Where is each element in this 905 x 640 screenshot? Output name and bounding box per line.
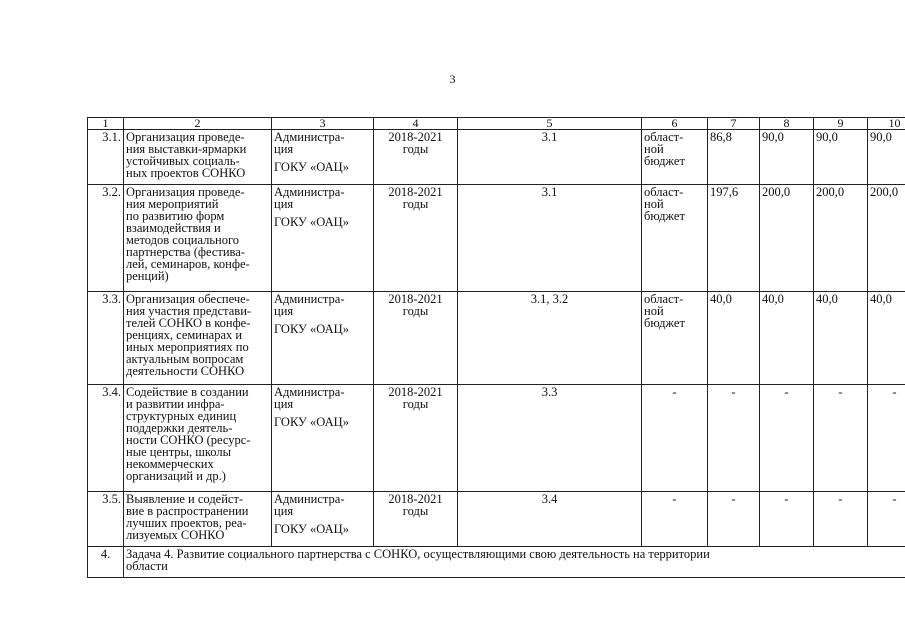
activity-name-line: Организация проведе- [126, 185, 245, 199]
task-number: 4. [88, 547, 124, 578]
column-number-8: 8 [760, 118, 814, 130]
period-line: 2018-2021 [388, 292, 443, 306]
activity-name-line: поддержки деятель- [126, 421, 233, 435]
column-number-7: 7 [708, 118, 760, 130]
column-number-2: 2 [124, 118, 272, 130]
executor-line: Администра- [274, 185, 345, 199]
task-row [88, 547, 905, 578]
executor-organization: ГОКУ «ОАЦ» [274, 522, 349, 536]
funding-source-line: област- [644, 185, 684, 199]
program-activities-table [87, 117, 905, 578]
funding-source [642, 385, 708, 492]
activity-name-line: ния участия представи- [126, 304, 252, 318]
funding-source-line: ной [644, 304, 664, 318]
activity-number: 3.5. [88, 492, 124, 547]
funding-amount-col-10: 90,0 [868, 130, 905, 185]
activity-name-line: вие в распространении [126, 504, 249, 518]
column-number-5: 5 [458, 118, 642, 130]
column-number-9: 9 [814, 118, 868, 130]
executor-line: ция [274, 397, 294, 411]
activity-period [374, 292, 458, 385]
activity-executor [272, 130, 374, 185]
funding-source-line: бюджет [644, 316, 685, 330]
funding-source-line: ной [644, 197, 664, 211]
activity-name-line: Организация обеспече- [126, 292, 250, 306]
activity-name-line: ренций) [126, 269, 169, 283]
table-body [88, 118, 905, 578]
activity-name [124, 385, 272, 492]
funding-amount-col-9: 40,0 [814, 292, 868, 385]
funding-amount-col-10: 200,0 [868, 185, 905, 292]
activity-name-line: телей СОНКО в конфе- [126, 316, 251, 330]
activity-name-line: партнерства (фестива- [126, 245, 245, 259]
activity-indicator: 3.1, 3.2 [458, 292, 642, 385]
executor-organization: ГОКУ «ОАЦ» [274, 215, 349, 229]
activity-name-line: по развитию форм [126, 209, 225, 223]
activity-name-line: некоммерческих [126, 457, 214, 471]
activity-number: 3.1. [88, 130, 124, 185]
activity-name-line: иных мероприятиях по [126, 340, 249, 354]
funding-amount-col-7: - [708, 492, 760, 547]
funding-source-line: - [672, 492, 677, 506]
task-text [124, 547, 905, 578]
column-number-1: 1 [88, 118, 124, 130]
executor-line: ция [274, 197, 294, 211]
funding-amount-col-10: - [868, 492, 905, 547]
funding-source-line: област- [644, 130, 684, 144]
funding-amount-col-10: 40,0 [868, 292, 905, 385]
activity-number: 3.2. [88, 185, 124, 292]
activity-period [374, 492, 458, 547]
executor-line: ция [274, 142, 294, 156]
column-number-10: 10 [868, 118, 905, 130]
period-line: годы [402, 304, 429, 318]
funding-source-line: област- [644, 292, 684, 306]
activity-indicator: 3.1 [458, 130, 642, 185]
activity-name-line: Содействие в создании [126, 385, 249, 399]
activity-name-line: и развитии инфра- [126, 397, 225, 411]
funding-source [642, 130, 708, 185]
task-text-line: области [126, 559, 168, 573]
executor-organization: ГОКУ «ОАЦ» [274, 415, 349, 429]
executor-line: Администра- [274, 385, 345, 399]
funding-source-line: ной [644, 142, 664, 156]
period-line: годы [402, 142, 429, 156]
column-number-4: 4 [374, 118, 458, 130]
funding-amount-col-7: 40,0 [708, 292, 760, 385]
activity-name-line: устойчивых социаль- [126, 154, 240, 168]
activity-name-line: лей, семинаров, конфе- [126, 257, 250, 271]
activity-name [124, 185, 272, 292]
funding-amount-col-9: 200,0 [814, 185, 868, 292]
activity-period [374, 185, 458, 292]
activity-name-line: структурных единиц [126, 409, 237, 423]
activity-period [374, 385, 458, 492]
funding-source-line: бюджет [644, 154, 685, 168]
executor-organization: ГОКУ «ОАЦ» [274, 322, 349, 336]
period-line: 2018-2021 [388, 185, 443, 199]
activity-name [124, 130, 272, 185]
activity-name-line: ные центры, школы [126, 445, 231, 459]
funding-source-line: - [672, 385, 677, 399]
activity-indicator: 3.3 [458, 385, 642, 492]
table-row [88, 185, 905, 292]
table-row [88, 292, 905, 385]
activity-name-line: Выявление и содейст- [126, 492, 244, 506]
funding-amount-col-7: - [708, 385, 760, 492]
table-row [88, 130, 905, 185]
funding-amount-col-8: 40,0 [760, 292, 814, 385]
task-text-line: Задача 4. Развитие социального партнерства с СОНКО, осуществляющими свою деятельность на территории [126, 547, 710, 561]
activity-name-line: взаимодействия и [126, 221, 221, 235]
executor-line: ция [274, 504, 294, 518]
activity-name-line: Организация проведе- [126, 130, 245, 144]
period-line: годы [402, 504, 429, 518]
funding-amount-col-8: 200,0 [760, 185, 814, 292]
activity-name-line: ности СОНКО (ресурс- [126, 433, 251, 447]
executor-line: Администра- [274, 292, 345, 306]
activity-indicator: 3.1 [458, 185, 642, 292]
activity-name [124, 492, 272, 547]
period-line: 2018-2021 [388, 492, 443, 506]
executor-line: ция [274, 304, 294, 318]
activity-name-line: ния мероприятий [126, 197, 219, 211]
table-row [88, 492, 905, 547]
activity-name-line: актуальным вопросам [126, 352, 244, 366]
activity-number: 3.4. [88, 385, 124, 492]
funding-amount-col-7: 86,8 [708, 130, 760, 185]
activity-name-line: организаций и др.) [126, 469, 226, 483]
funding-amount-col-8: 90,0 [760, 130, 814, 185]
activity-executor [272, 385, 374, 492]
activity-name-line: лизуемых СОНКО [126, 528, 225, 542]
funding-source [642, 185, 708, 292]
funding-amount-col-9: 90,0 [814, 130, 868, 185]
funding-amount-col-8: - [760, 385, 814, 492]
period-line: годы [402, 197, 429, 211]
activity-indicator: 3.4 [458, 492, 642, 547]
column-number-6: 6 [642, 118, 708, 130]
activity-name-line: ния выставки-ярмарки [126, 142, 247, 156]
column-number-row [88, 118, 905, 130]
funding-amount-col-8: - [760, 492, 814, 547]
funding-source-line: бюджет [644, 209, 685, 223]
funding-source [642, 292, 708, 385]
activity-executor [272, 292, 374, 385]
activity-name-line: ренциях, семинарах и [126, 328, 243, 342]
period-line: 2018-2021 [388, 385, 443, 399]
activity-executor [272, 185, 374, 292]
funding-source [642, 492, 708, 547]
activity-period [374, 130, 458, 185]
activity-name-line: ных проектов СОНКО [126, 166, 246, 180]
activity-name-line: методов социального [126, 233, 240, 247]
activity-name [124, 292, 272, 385]
executor-line: Администра- [274, 492, 345, 506]
page-number: 3 [449, 72, 456, 86]
activity-executor [272, 492, 374, 547]
funding-amount-col-10: - [868, 385, 905, 492]
funding-amount-col-9: - [814, 385, 868, 492]
activity-number: 3.3. [88, 292, 124, 385]
activity-name-line: деятельности СОНКО [126, 364, 245, 378]
period-line: годы [402, 397, 429, 411]
funding-amount-col-7: 197,6 [708, 185, 760, 292]
executor-line: Администра- [274, 130, 345, 144]
executor-organization: ГОКУ «ОАЦ» [274, 160, 349, 174]
funding-amount-col-9: - [814, 492, 868, 547]
period-line: 2018-2021 [388, 130, 443, 144]
activity-name-line: лучших проектов, реа- [126, 516, 247, 530]
table-row [88, 385, 905, 492]
column-number-3: 3 [272, 118, 374, 130]
